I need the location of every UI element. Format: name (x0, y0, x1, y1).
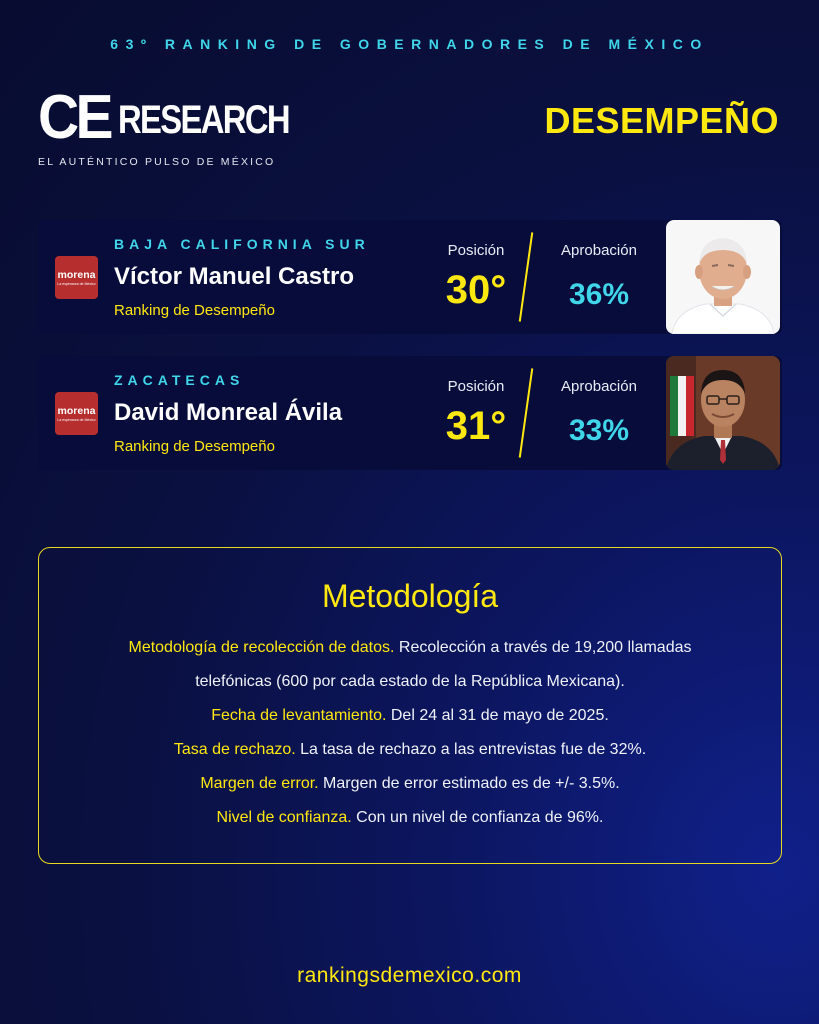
section-label: DESEMPEÑO (544, 100, 779, 141)
ranking-title: 63º RANKING DE GOBERNADORES DE MÉXICO (110, 36, 709, 52)
position-value: 31° (445, 404, 507, 448)
position-value: 30° (445, 268, 507, 312)
approval-value: 33% (568, 414, 630, 447)
morena-logo (55, 392, 98, 435)
governor-photo (666, 220, 780, 334)
ranking-label: Ranking de Desempeño (114, 302, 275, 319)
position-label: Posición (447, 242, 505, 259)
approval-value: 36% (568, 278, 630, 311)
governor-name: Víctor Manuel Castro (114, 263, 355, 290)
methodology-line (39, 741, 781, 759)
governor-card (38, 356, 782, 470)
methodology-text: telefónicas (600 por cada estado de la República Mexicana). (195, 673, 625, 690)
party-tagline: La esperanza de México (57, 418, 96, 422)
methodology-label: Nivel de confianza. (216, 809, 352, 826)
methodology-label: Fecha de levantamiento. (211, 707, 387, 724)
methodology-line (39, 809, 781, 827)
logo-tagline: EL AUTÉNTICO PULSO DE MÉXICO (38, 156, 276, 168)
methodology-line (39, 775, 781, 793)
methodology-line (39, 673, 781, 691)
position-label: Posición (447, 378, 505, 395)
logo-research-text: RESEARCH (118, 98, 290, 142)
party-tagline: La esperanza de México (57, 282, 96, 286)
state-name: ZACATECAS (114, 372, 245, 388)
methodology-text: Margen de error estimado es de +/- 3.5%. (318, 775, 620, 792)
methodology-text: Del 24 al 31 de mayo de 2025. (386, 707, 609, 724)
methodology-box (38, 547, 782, 864)
state-name: BAJA CALIFORNIA SUR (114, 236, 370, 252)
ranking-label: Ranking de Desempeño (114, 438, 275, 455)
approval-label: Aprobación (561, 242, 637, 259)
governor-card (38, 220, 782, 334)
footer-url-link[interactable]: rankingsdemexico.com (297, 964, 522, 987)
methodology-title: Metodología (321, 578, 499, 614)
methodology-text: La tasa de rechazo a las entrevistas fue de 32%. (295, 741, 647, 758)
morena-logo (55, 256, 98, 299)
methodology-label: Margen de error. (200, 775, 319, 792)
methodology-label: Tasa de rechazo. (173, 741, 296, 758)
governor-name: David Monreal Ávila (114, 399, 343, 426)
methodology-line (39, 707, 781, 725)
party-name: morena (57, 405, 96, 417)
methodology-text: Recolección a través de 19,200 llamadas (394, 639, 692, 656)
governor-photo (666, 356, 780, 470)
methodology-text: Con un nivel de confianza de 96%. (351, 809, 604, 826)
logo-ce-text: CE (38, 83, 110, 152)
party-name: morena (57, 269, 96, 281)
methodology-label: Metodología de recolección de datos. (128, 639, 395, 656)
approval-label: Aprobación (561, 378, 637, 395)
methodology-line (39, 639, 781, 657)
ce-research-logo (38, 82, 288, 172)
